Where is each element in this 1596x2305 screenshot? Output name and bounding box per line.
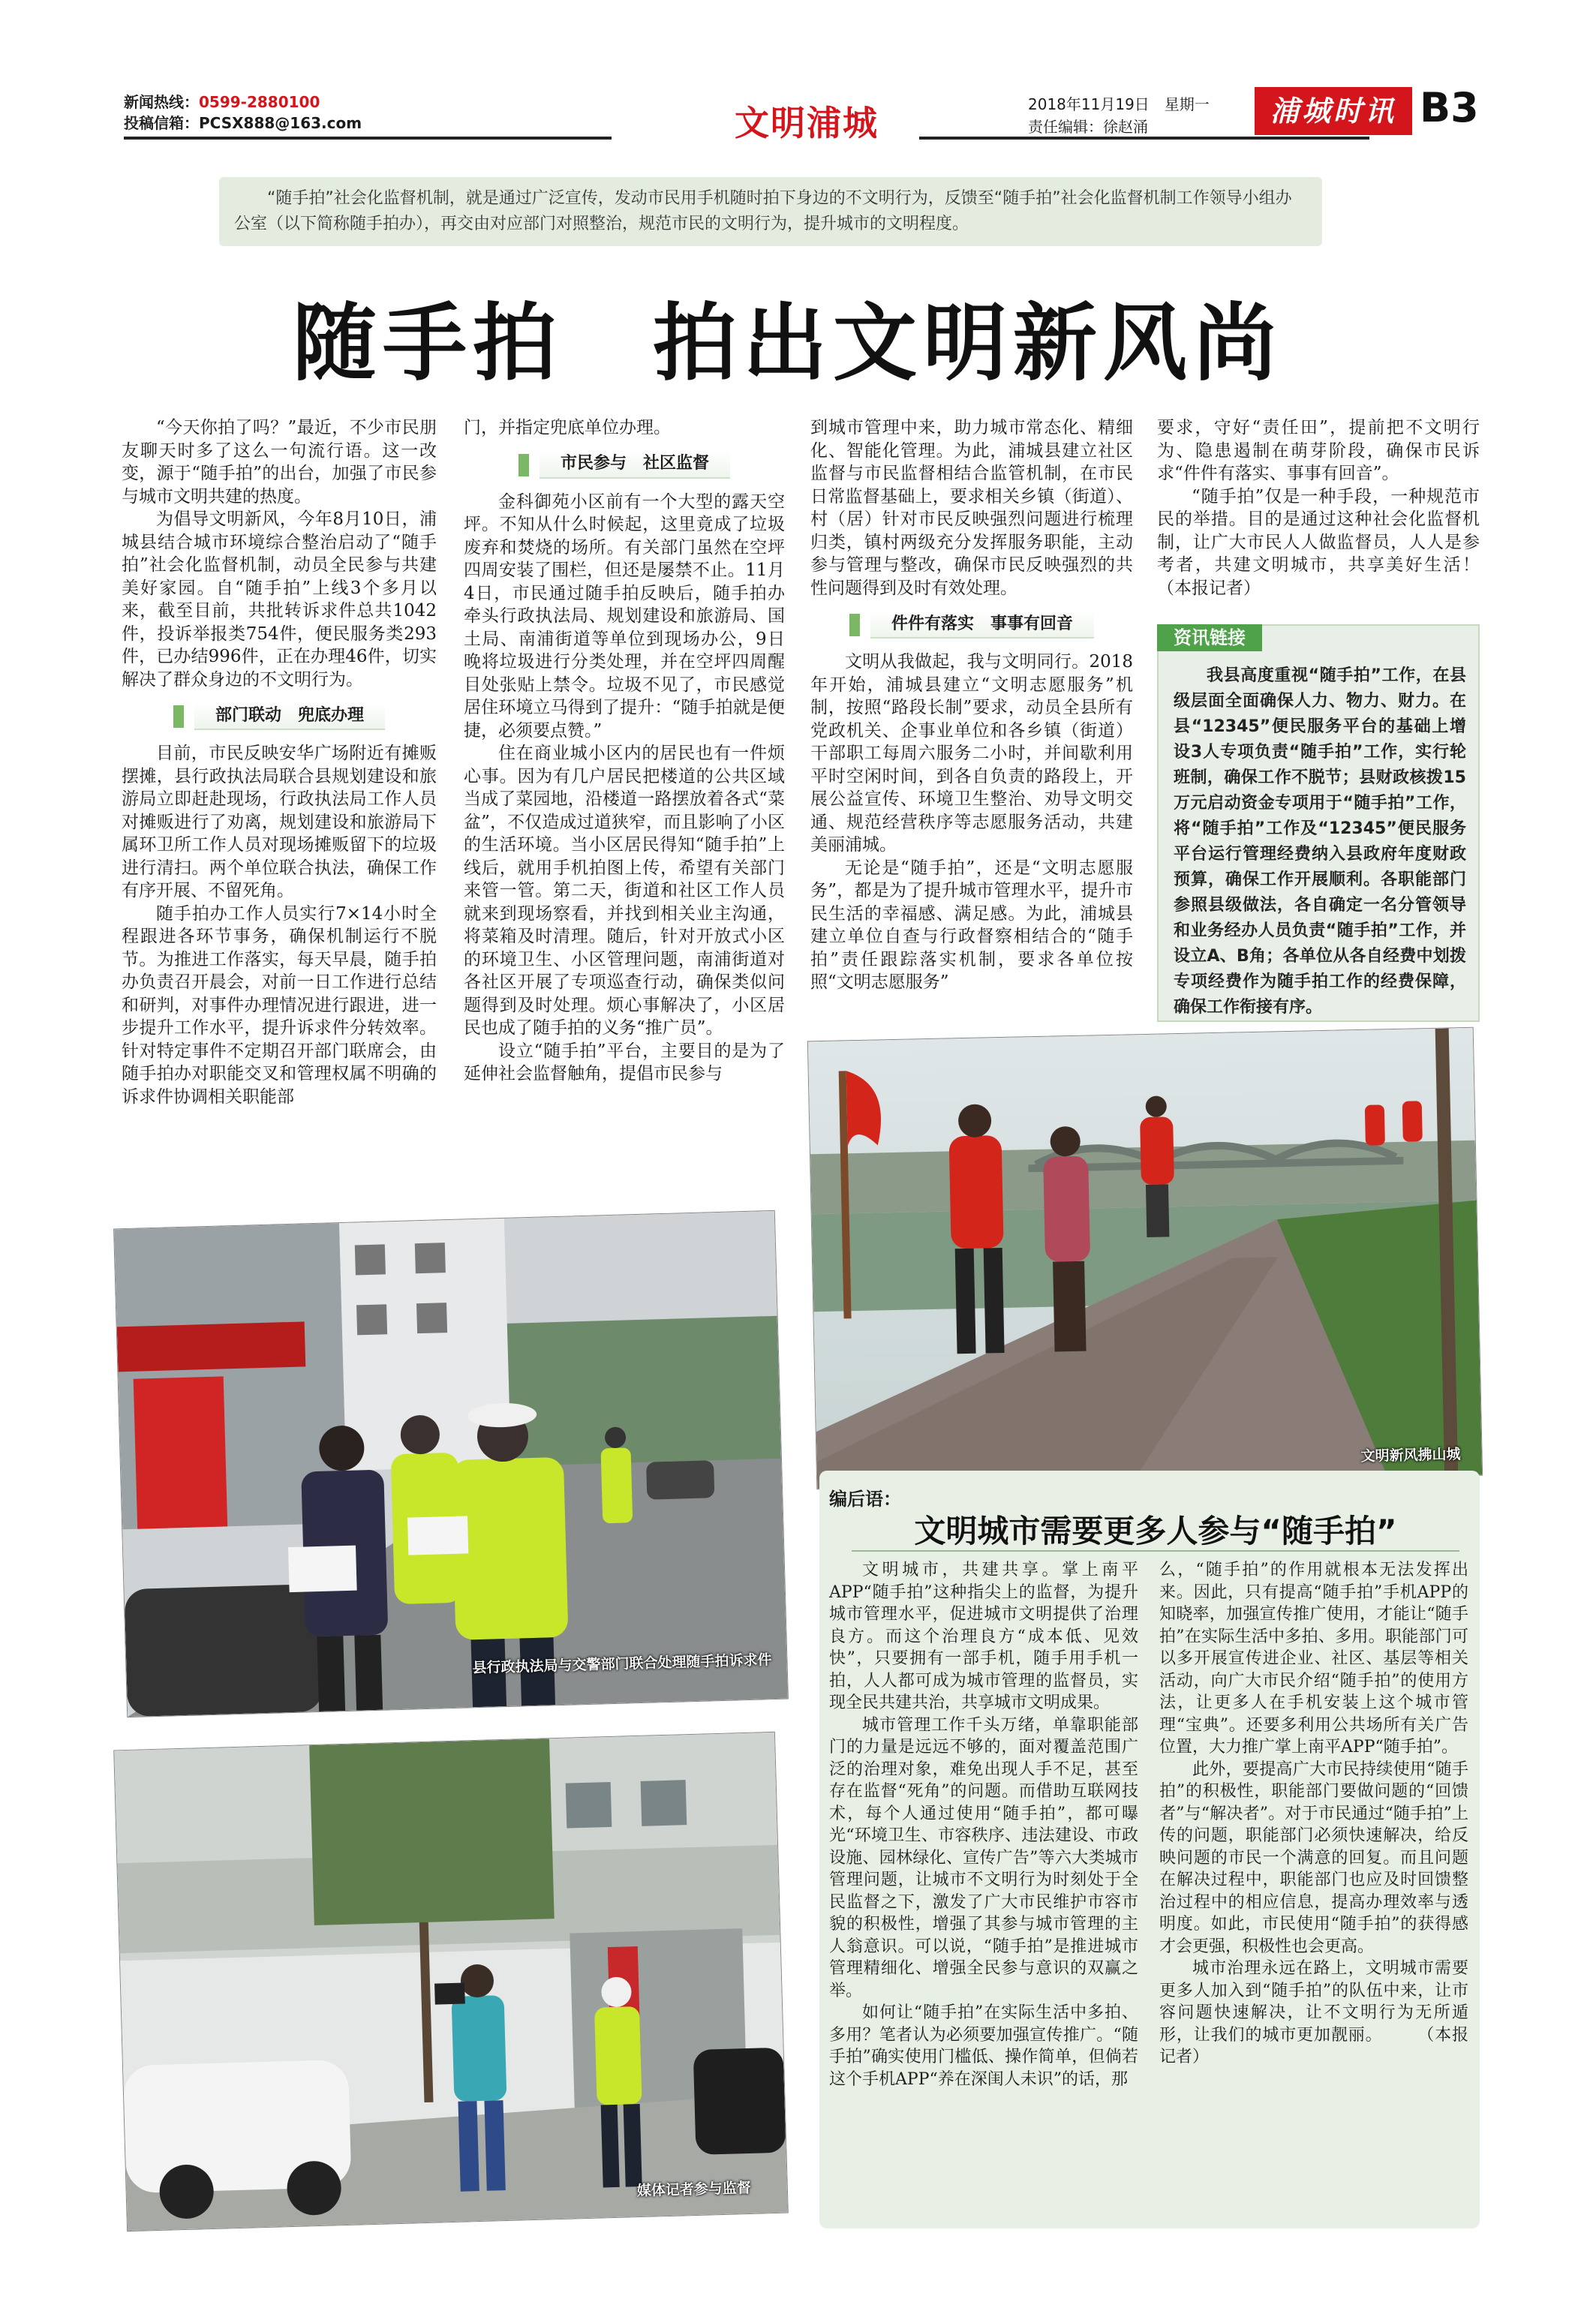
info-box-tag: 资讯链接 <box>1157 624 1262 651</box>
headline: 随手拍 拍出文明新风尚 <box>293 295 1283 392</box>
subheading-marker <box>173 705 184 728</box>
subheading <box>122 702 437 732</box>
email-label: 投稿信箱： <box>124 114 199 132</box>
paragraph: “随手拍”仅是一种手段，一种规范市民的举措。目的是通过这种社会化监督机制，让广大市民人人做监督员，人人是参考者，共建文明城市，共享美好生活！ （本报记者） <box>1157 486 1531 598</box>
dateline <box>1028 93 1210 138</box>
paragraph: 文明城市，共建共享。掌上南平APP“随手拍”这种指尖上的监督，为提升城市管理水平，促进城市文明提供了治理良方。而这个治理良方“成本低、见效快”，只要拥有一部手机，随手用手机一拍，人人都可成为城市管理的监督员，实现全民共建共治，共享城市文明成果。 <box>829 1561 1138 1712</box>
paragraph: “今天你拍了吗？”最近，不少市民朋友聊天时多了这么一句流行语。这一改变，源于“随手拍”的出台，加强了市民参与城市文明共建的热度。 <box>122 418 437 506</box>
paper-logo: 浦城时讯 <box>1255 87 1412 135</box>
photo-volunteers-image <box>808 1028 1482 1489</box>
article-column-4 <box>1157 416 1531 600</box>
hotline <box>124 92 362 134</box>
paragraph: 到城市管理中来，助力城市常态化、精细化、智能化管理。为此，浦城县建立社区监督与市民监督相结合监管机制，在市民日常监督基础上，要求相关乡镇（街道）、村（居）针对市民反映强烈问题进行梳理归类，镇村两级充分发挥服务职能，主动参与管理与整改，确保市民反映强烈的共性问题得到及时有效处理。 <box>810 418 1133 598</box>
subheading <box>464 450 785 480</box>
responsible-editor: 责任编辑：徐赵涌 <box>1028 118 1148 136</box>
lead-summary: “随手拍”社会化监督机制，就是通过广泛宣传，发动市民用手机随时拍下身边的不文明行为，反馈至“随手拍”社会化监督机制工作领导小组办公室（以下简称随手拍办），再交由对应部门对照整治，规范市民的文明行为，提升城市的文明程度。 <box>219 177 1322 246</box>
paragraph: 住在商业城小区内的居民也有一件烦心事。因为有几户居民把楼道的公共区域当成了菜园地，沿楼道一路摆放着各式“菜盆”，不仅造成过道狭窄，而且影响了小区的生活环境。当小区居民得知“随手拍”上线后，就用手机拍图上传，希望有关部门来管一管。第二天，街道和社区工作人员就来到现场察看，并找到相关业主沟通，将菜箱及时清理。随后，针对开放式小区的环境卫生、小区管理问题，南浦街道对各社区开展了专项巡查行动，确保类似问题得到及时处理。烦心事解决了，小区居民也成了随手拍的义务“推广员”。 <box>464 744 785 1038</box>
hotline-label: 新闻热线： <box>124 93 199 111</box>
editorial-column-b <box>1159 1559 1468 2069</box>
hotline-number: 0599-2880100 <box>199 93 320 111</box>
subheading-text: 部门联动 兜底办理 <box>194 703 385 731</box>
subheading-marker <box>518 454 529 476</box>
email-address: PCSX888@163.com <box>199 114 362 132</box>
info-box-text: 我县高度重视“随手拍”工作，在县级层面全面确保人力、物力、财力。在县“12345”便民服务平台的基础上增设3人专项负责“随手拍”工作，实行轮班制，确保工作不脱节；县财政核拨15万元启动资金专项用于“随手拍”工作，将“随手拍”工作及“12345”便民服务平台运行管理经费纳入县政府年度财政预算，确保工作开展顺利。各职能部门参照县级做法，各自确定一名分管领导和业务经办人员负责“随手拍”工作，并设立A、B角；各单位从各自经费中划拨专项经费作为随手拍工作的经费保障，确保工作衔接有序。 <box>1174 666 1466 1017</box>
photo-reporter <box>113 1732 789 2231</box>
article-column-2 <box>464 416 785 1086</box>
photo-enforcement-image <box>114 1211 788 1717</box>
photo-caption: 县行政执法局与交警部门联合处理随手拍诉求件 <box>472 1651 772 1677</box>
subheading-marker <box>849 614 860 636</box>
paragraph: 要求，守好“责任田”，提前把不文明行为、隐患遏制在萌芽阶段，确保市民诉求“件件有落实、事事有回音”。 <box>1157 418 1480 483</box>
header-rule-left <box>124 137 612 140</box>
subheading <box>810 610 1133 640</box>
article-column-3 <box>810 416 1133 994</box>
photo-enforcement <box>113 1210 789 1717</box>
paragraph: 为倡导文明新风，今年8月10日，浦城县结合城市环境综合整治启动了“随手拍”社会化监督机制，动员全民参与共建美好家园。自“随手拍”上线3个多月以来，截至目前，共批转诉求件总共1042件，投诉举报类754件，便民服务类293件，已办结996件，正在办理46件，切实解决了群众身边的不文明行为。 <box>122 509 437 690</box>
paragraph: 随手拍办工作人员实行7×14小时全程跟进各环节事务，确保机制运行不脱节。为推进工作落实，每天早晨，随手拍办负责召开晨会，对前一日工作进行总结和研判，对事件办理情况进行跟进，进一步提升工作水平，提升诉求件分转效率。针对特定事件不定期召开部门联席会，由随手拍办对职能交叉和管理权属不明确的诉求件协调相关职能部 <box>122 903 437 1107</box>
page-number: B3 <box>1420 84 1479 131</box>
paragraph: 么，“随手拍”的作用就根本无法发挥出来。因此，只有提高“随手拍”手机APP的知晓率，加强宣传推广使用，才能让“随手拍”在实际生活中多拍、多用。职能部门可以多开展宣传进企业、社区、基层等相关活动，向广大市民介绍“随手拍”的使用方法，让更多人在手机安装上这个城市管理“宝典”。还要多利用公共场所有关广告位置，大力推广掌上南平APP“随手拍”。 <box>1159 1561 1468 1757</box>
info-box <box>1157 624 1480 1022</box>
editorial-label: 编后语： <box>829 1489 901 1510</box>
paragraph: 门，并指定兜底单位办理。 <box>464 418 671 437</box>
paragraph: 如何让“随手拍”在实际生活中多拍、多用？笔者认为必须要加强宣传推广。“随手拍”确实使用门槛低、操作简单，但倘若这个手机APP“养在深闺人未识”的话，那 <box>829 2003 1138 2089</box>
section-title: 文明浦城 <box>735 103 879 143</box>
paragraph: 城市治理永远在路上，文明城市需要更多人加入到“随手拍”的队伍中来，让市容问题快速解决，让不文明行为无所遁形，让我们的城市更加靓丽。 （本报记者） <box>1159 1959 1468 2066</box>
paragraph: 文明从我做起，我与文明同行。2018年开始，浦城县建立“文明志愿服务”机制，按照“路段长制”要求，动员全县所有党政机关、企事业单位和各乡镇（街道）干部职工每周六服务二小时，并间歇利用平时空闲时间，到各自负责的路段上，开展公益宣传、环境卫生整治、劝导文明交通、规范经营秩序等志愿服务活动，共建美丽浦城。 <box>810 652 1133 855</box>
photo-caption: 媒体记者参与监督 <box>636 2179 752 2200</box>
editorial-column-a <box>829 1559 1138 2090</box>
photo-volunteers <box>807 1027 1483 1489</box>
paragraph: 金科御苑小区前有一个大型的露天空坪。不知从什么时候起，这里竟成了垃圾废弃和焚烧的场所。有关部门虽然在空坪四周安装了围栏，但还是屡禁不止。11月4日，市民通过随手拍反映后，随手拍办牵头行政执法局、规划建设和旅游局、国土局、南浦街道等单位到现场办公，9日晚将垃圾进行分类处理，并在空坪四周醒目处张贴上禁令。垃圾不见了，市民感觉居住环境立马得到了提升：“随手拍就是便捷，必须要点赞。” <box>464 491 785 741</box>
paragraph: 无论是“随手拍”，还是“文明志愿服务”，都是为了提升城市管理水平，提升市民生活的幸福感、满足感。为此，浦城县建立单位自查与行政督察相结合的“随手拍”责任跟踪落实机制，要求各单位按照“文明志愿服务” <box>810 858 1133 992</box>
photo-caption: 文明新风拂山城 <box>1360 1446 1461 1465</box>
paragraph: 此外，要提高广大市民持续使用“随手拍”的积极性，职能部门要做问题的“回馈者”与“解决者”。对于市民通过“随手拍”上传的问题，职能部门必须快速解决，给反映问题的市民一个满意的回复。而且问题在解决过程中，职能部门也应及时回馈整治过程中的相应信息，提高办理效率与透明度。如此，市民使用“随手拍”的获得感才会更强，积极性也会更高。 <box>1159 1760 1468 1956</box>
issue-date: 2018年11月19日 星期一 <box>1028 95 1210 113</box>
subheading-text: 市民参与 社区监督 <box>540 451 730 479</box>
paragraph: 城市管理工作千头万绪，单靠职能部门的力量是远远不够的，面对覆盖范围广泛的治理对象，难免出现人手不足，甚至存在监督“死角”的问题。而借助互联网技术，每个人通过使用“随手拍”，都可曝光“环境卫生、市容秩序、违法建设、市政设施、园林绿化、宣传广告”等六大类城市管理问题，让城市不文明行为时刻处于全民监督之下，激发了广大市民维护市容市貌的积极性，增强了其参与城市管理的主人翁意识。可以说，“随手拍”是推进城市管理精细化、增强全民参与意识的双赢之举。 <box>829 1715 1138 2000</box>
editorial-divider <box>852 1550 1459 1552</box>
editorial-title: 文明城市需要更多人参与“随手拍” <box>914 1513 1397 1549</box>
photo-reporter-image <box>114 1733 788 2231</box>
subheading-text: 件件有落实 事事有回音 <box>870 612 1094 639</box>
article-column-1 <box>122 416 437 1108</box>
paragraph: 设立“随手拍”平台，主要目的是为了延伸社会监督触角，提倡市民参与 <box>464 1041 785 1083</box>
paragraph: 目前，市民反映安华广场附近有摊贩摆摊，县行政执法局联合县规划建设和旅游局立即赶赴现场，行政执法局工作人员对摊贩进行了劝离，规划建设和旅游局下属环卫所工作人员对现场摊贩留下的垃圾进行清扫。两个单位联合执法，确保工作有序开展、不留死角。 <box>122 744 437 900</box>
